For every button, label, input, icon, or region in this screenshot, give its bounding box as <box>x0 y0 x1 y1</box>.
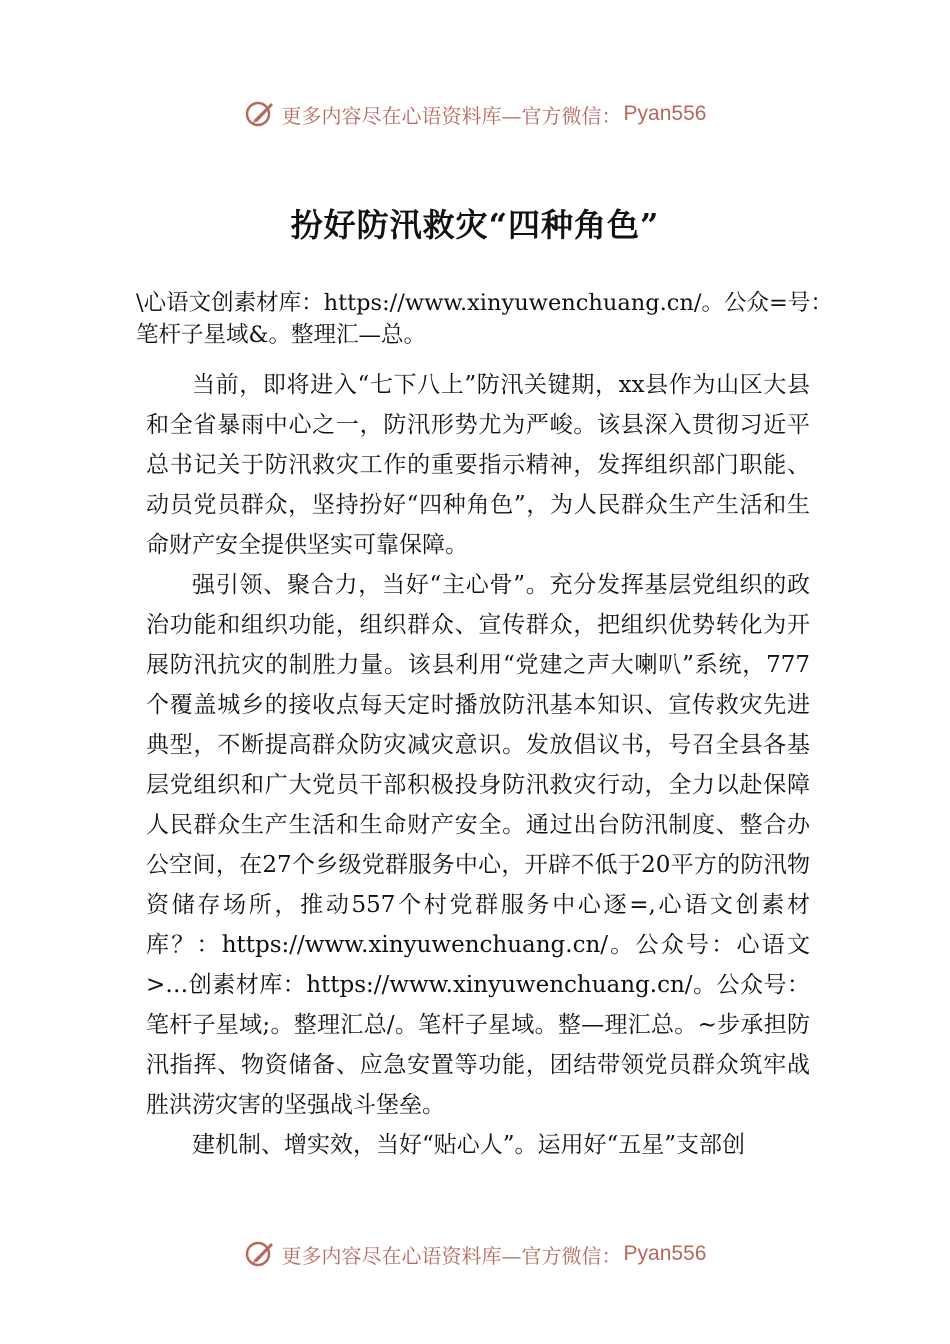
header-banner-text: 更多内容尽在心语资料库—官方微信： <box>281 103 622 128</box>
quill-logo-icon <box>244 1238 276 1270</box>
paragraph-backbone: 强引领、聚合力，当好“主心骨”。充分发挥基层党组织的政治功能和组织功能，组织群众、宣传群众，把组织优势转化为开展防汛抗灾的制胜力量。该县利用“党建之声大喇叭”系统，777个覆盖城乡的接收点每天定时播放防汛基本知识、宣传救灾先进典型，不断提高群众防灾减灾意识。发放倡议书，号召全县各基层党组织和广大党员干部积极投身防汛救灾行动，全力以赴保障人民群众生产生活和生命财产安全。通过出台防汛制度、整合办公空间，在27个乡级党群服务中心，开辟不低于20平方的防汛物资储存场所，推动557个村党群服务中心逐=,心语文创素材库？：https://www.xinyuwenchuang.cn/。公众号：心语文>…创素材库：https://www.xinyuwenchuang.cn/。公众号：笔杆子星域;。整理汇总/。笔杆子星域。整—理汇总。~步承担防汛指挥、物资储备、应急安置等功能，团结带领党员群众筑牢战胜洪涝灾害的坚强战斗堡垒。 <box>146 572 810 1118</box>
paragraph-caring: 建机制、增实效，当好“贴心人”。运用好“五星”支部创 <box>192 1132 746 1158</box>
paragraph-intro: 当前，即将进入“七下八上”防汛关键期，xx县作为山区大县和全省暴雨中心之一，防汛形势尤为严峻。该县深入贯彻习近平总书记关于防汛救灾工作的重要指示精神，发挥组织部门职能、动员党员群众，坚持扮好“四种角色”，为人民群众生产生活和生命财产安全提供坚实可靠保障。 <box>146 372 810 558</box>
header-banner <box>0 94 950 134</box>
document-body <box>146 365 810 1165</box>
document-title: 扮好防汛救灾“四种角色” <box>290 206 660 244</box>
footer-banner <box>0 1234 950 1274</box>
footer-banner-wechat-id: Pyan556 <box>623 1242 707 1265</box>
header-banner-wechat-id: Pyan556 <box>623 102 707 125</box>
source-note: \心语文创素材库：https://www.xinyuwenchuang.cn/。公众=号：笔杆子星域&。整理汇—总。 <box>136 290 833 348</box>
footer-banner-text: 更多内容尽在心语资料库—官方微信： <box>281 1243 622 1268</box>
quill-logo-icon <box>244 98 276 130</box>
